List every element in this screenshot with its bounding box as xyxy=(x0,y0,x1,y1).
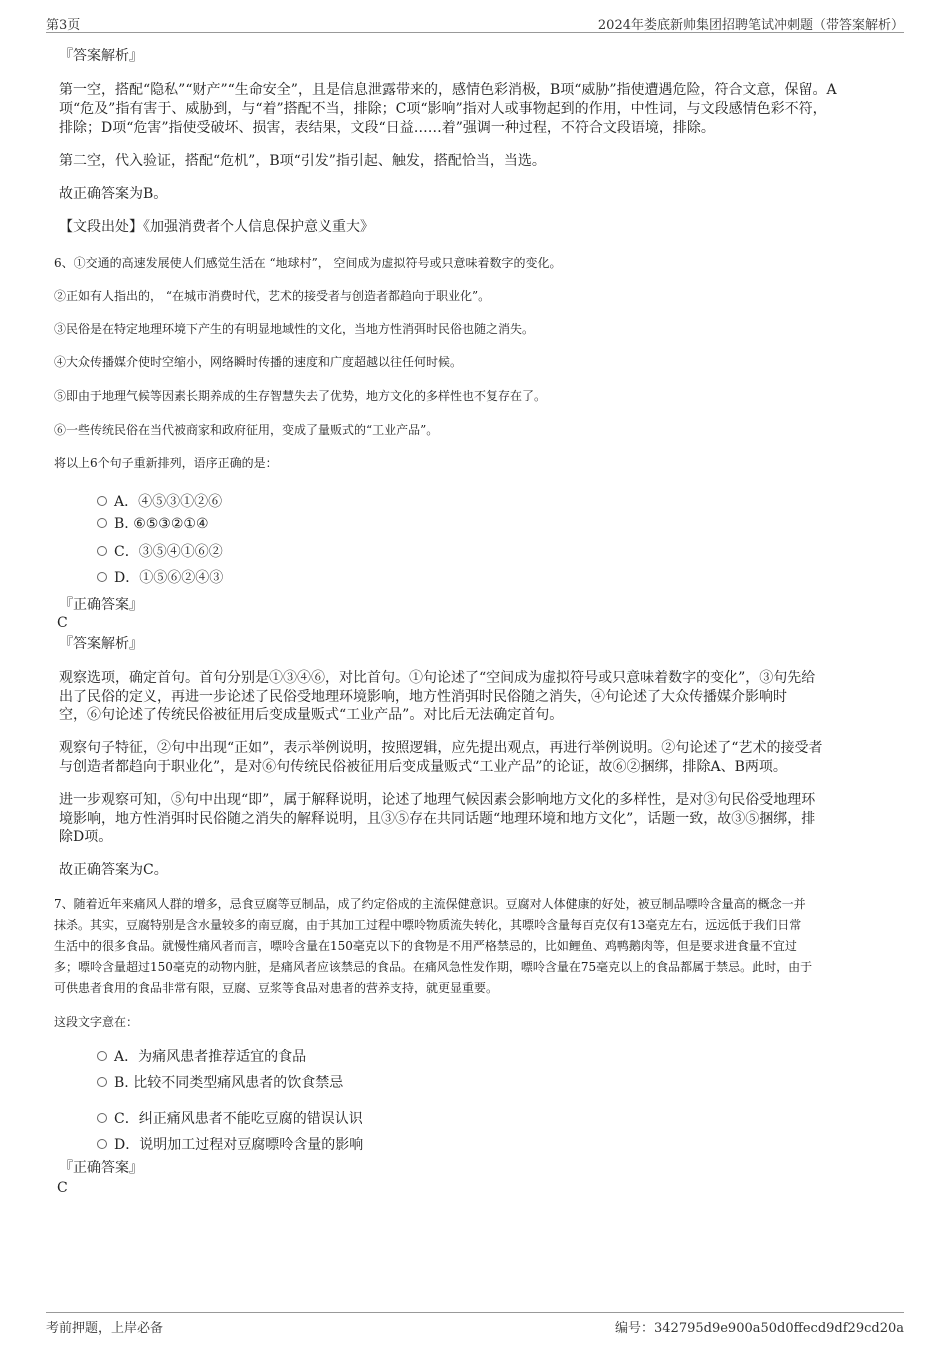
q5-analysis-line-1: 第一空，搭配“隐私”“财产”“生命安全”，且是信息泄露带来的，感情色彩消极，B项“威胁”指使遭遇危险，符合文意，保留。A xyxy=(59,82,837,98)
q6-sentence-2: ②正如有人指出的， “在城市消费时代，艺术的接受者与创造者都趋向于职业化”。 xyxy=(54,289,491,303)
q6-option-a[interactable]: A．④⑤③①②⑥ xyxy=(97,491,222,511)
q7-passage-line-2: 抹杀。其实，豆腐特别是含水量较多的南豆腐，由于其加工过程中嘌呤物质流失转化，其嘌呤含量每百克仅有13毫克左右，远远低于我们日常 xyxy=(54,918,802,932)
radio-icon[interactable] xyxy=(97,572,107,582)
q6-sentence-4: ④大众传播媒介使时空缩小，网络瞬时传播的速度和广度超越以往任何时候。 xyxy=(54,355,463,369)
q5-analysis-line-3: 排除；D项“危害”指使受破坏、损害，表结果，文段“日益……着”强调一种过程，不符合文段语境，排除。 xyxy=(59,120,715,136)
q5-source: 【文段出处】《加强消费者个人信息保护意义重大》 xyxy=(59,219,374,235)
q6-analysis-p1-line-1: 观察选项，确定首句。首句分别是①③④⑥，对比首句。①句论述了“空间成为虚拟符号或只意味着数字的变化”，③句先给 xyxy=(59,670,816,686)
q7-answer-title: 『正确答案』 xyxy=(59,1160,143,1176)
q6-analysis-p3-line-1: 进一步观察可知，⑤句中出现“即”，属于解释说明，论述了地理气候因素会影响地方文化的多样性，是对③句民俗受地理环 xyxy=(59,792,816,808)
q6-analysis-p2-line-2: 与创造者都趋向于职业化”，是对⑥句传统民俗被征用后变成量贩式“工业产品”的论证，故⑥②捆绑，排除A、B两项。 xyxy=(59,759,787,775)
q6-analysis-p3-line-2: 境影响，地方性消弭时民俗随之消失的解释说明，且③⑤存在共同话题“地理环境和地方文化”，话题一致，故③⑤捆绑，排 xyxy=(59,811,816,827)
q6-analysis-p1-line-2: 出了民俗的定义，再进一步论述了民俗受地理环境影响，地方性消弭时民俗随之消失，④句论述了大众传播媒介影响时 xyxy=(59,689,787,705)
q7-prompt: 这段文字意在： xyxy=(54,1015,139,1029)
page-footer xyxy=(46,1312,904,1335)
q7-passage-line-4: 多；嘌呤含量超过150毫克的动物内脏，是痛风者应该禁忌的食品。在痛风急性发作期，嘌呤含量在75毫克以上的食品都属于禁忌。此时，由于 xyxy=(54,960,813,974)
q7-answer: C xyxy=(57,1180,68,1196)
q5-analysis-line-2: 项“危及”指有害于、威胁到，与“着”搭配不当，排除；C项“影响”指对人或事物起到的作用，中性词，与文段感情色彩不符， xyxy=(59,101,827,117)
q6-sentence-6: ⑥一些传统民俗在当代被商家和政府征用，变成了量贩式的“工业产品”。 xyxy=(54,423,439,437)
page-number: 第3页 xyxy=(46,18,81,33)
q6-answer-title: 『正确答案』 xyxy=(59,597,143,613)
footer-slogan: 考前押题，上岸必备 xyxy=(46,1321,164,1336)
q6-answer: C xyxy=(57,615,68,631)
q6-option-d[interactable]: D．①⑤⑥②④③ xyxy=(97,567,223,587)
q7-passage-line-3: 生活中的很多食品。就慢性痛风者而言，嘌呤含量在150毫克以下的食物是不用严格禁忌的，比如鲤鱼、鸡鸭鹅肉等，但是要求进食量不宜过 xyxy=(54,939,797,953)
q6-analysis-p2-line-1: 观察句子特征，②句中出现“正如”，表示举例说明，按照逻辑，应先提出观点，再进行举例说明。②句论述了“艺术的接受者 xyxy=(59,740,823,756)
q6-option-b[interactable]: B. ⑥⑤③②①④ xyxy=(97,516,209,536)
q7-option-c[interactable]: C．纠正痛风患者不能吃豆腐的错误认识 xyxy=(97,1108,363,1128)
q6-sentence-3: ③民俗是在特定地理环境下产生的有明显地域性的文化，当地方性消弭时民俗也随之消失。 xyxy=(54,322,535,336)
q7-passage-line-1: 7、随着近年来痛风人群的增多，忌食豆腐等豆制品，成了约定俗成的主流保健意识。豆腐对人体健康的好处，被豆制品嘌呤含量高的概念一并 xyxy=(54,897,806,911)
q5-analysis-title: 『答案解析』 xyxy=(59,48,143,64)
radio-icon[interactable] xyxy=(97,518,107,528)
radio-icon[interactable] xyxy=(97,496,107,506)
q6-analysis-p3-line-3: 除D项。 xyxy=(59,829,113,845)
document-title: 2024年娄底新帅集团招聘笔试冲刺题（带答案解析） xyxy=(597,18,904,33)
radio-icon[interactable] xyxy=(97,1077,107,1087)
q6-analysis-p1-line-3: 空，⑥句论述了传统民俗被征用后变成量贩式“工业产品”。对比后无法确定首句。 xyxy=(59,707,564,723)
radio-icon[interactable] xyxy=(97,1113,107,1123)
q5-conclusion: 故正确答案为B。 xyxy=(59,186,168,202)
radio-icon[interactable] xyxy=(97,1051,107,1061)
q6-conclusion: 故正确答案为C。 xyxy=(59,862,168,878)
q7-option-b[interactable]: B. 比较不同类型痛风患者的饮食禁忌 xyxy=(97,1072,343,1092)
radio-icon[interactable] xyxy=(97,546,107,556)
q7-passage-line-5: 可供患者食用的食品非常有限，豆腐、豆浆等食品对患者的营养支持，就更显重要。 xyxy=(54,981,499,995)
q5-analysis-para-2: 第二空，代入验证，搭配“危机”，B项“引发”指引起、触发，搭配恰当，当选。 xyxy=(59,153,546,169)
page-header xyxy=(46,12,904,33)
q7-option-a[interactable]: A．为痛风患者推荐适宜的食品 xyxy=(97,1046,306,1066)
q6-prompt: 将以上6个句子重新排列，语序正确的是： xyxy=(54,456,278,470)
q6-analysis-title: 『答案解析』 xyxy=(59,636,143,652)
q6-sentence-5: ⑤即由于地理气候等因素长期养成的生存智慧失去了优势，地方文化的多样性也不复存在了。 xyxy=(54,389,547,403)
document-code: 编号：342795d9e900a50d0ffecd9df29cd20a xyxy=(615,1321,904,1336)
radio-icon[interactable] xyxy=(97,1139,107,1149)
q6-option-c[interactable]: C．③⑤④①⑥② xyxy=(97,541,223,561)
q7-option-d[interactable]: D．说明加工过程对豆腐嘌呤含量的影响 xyxy=(97,1134,363,1154)
q6-sentence-1: 6、①交通的高速发展使人们感觉生活在 “地球村”， 空间成为虚拟符号或只意味着数字的变化。 xyxy=(54,256,562,270)
